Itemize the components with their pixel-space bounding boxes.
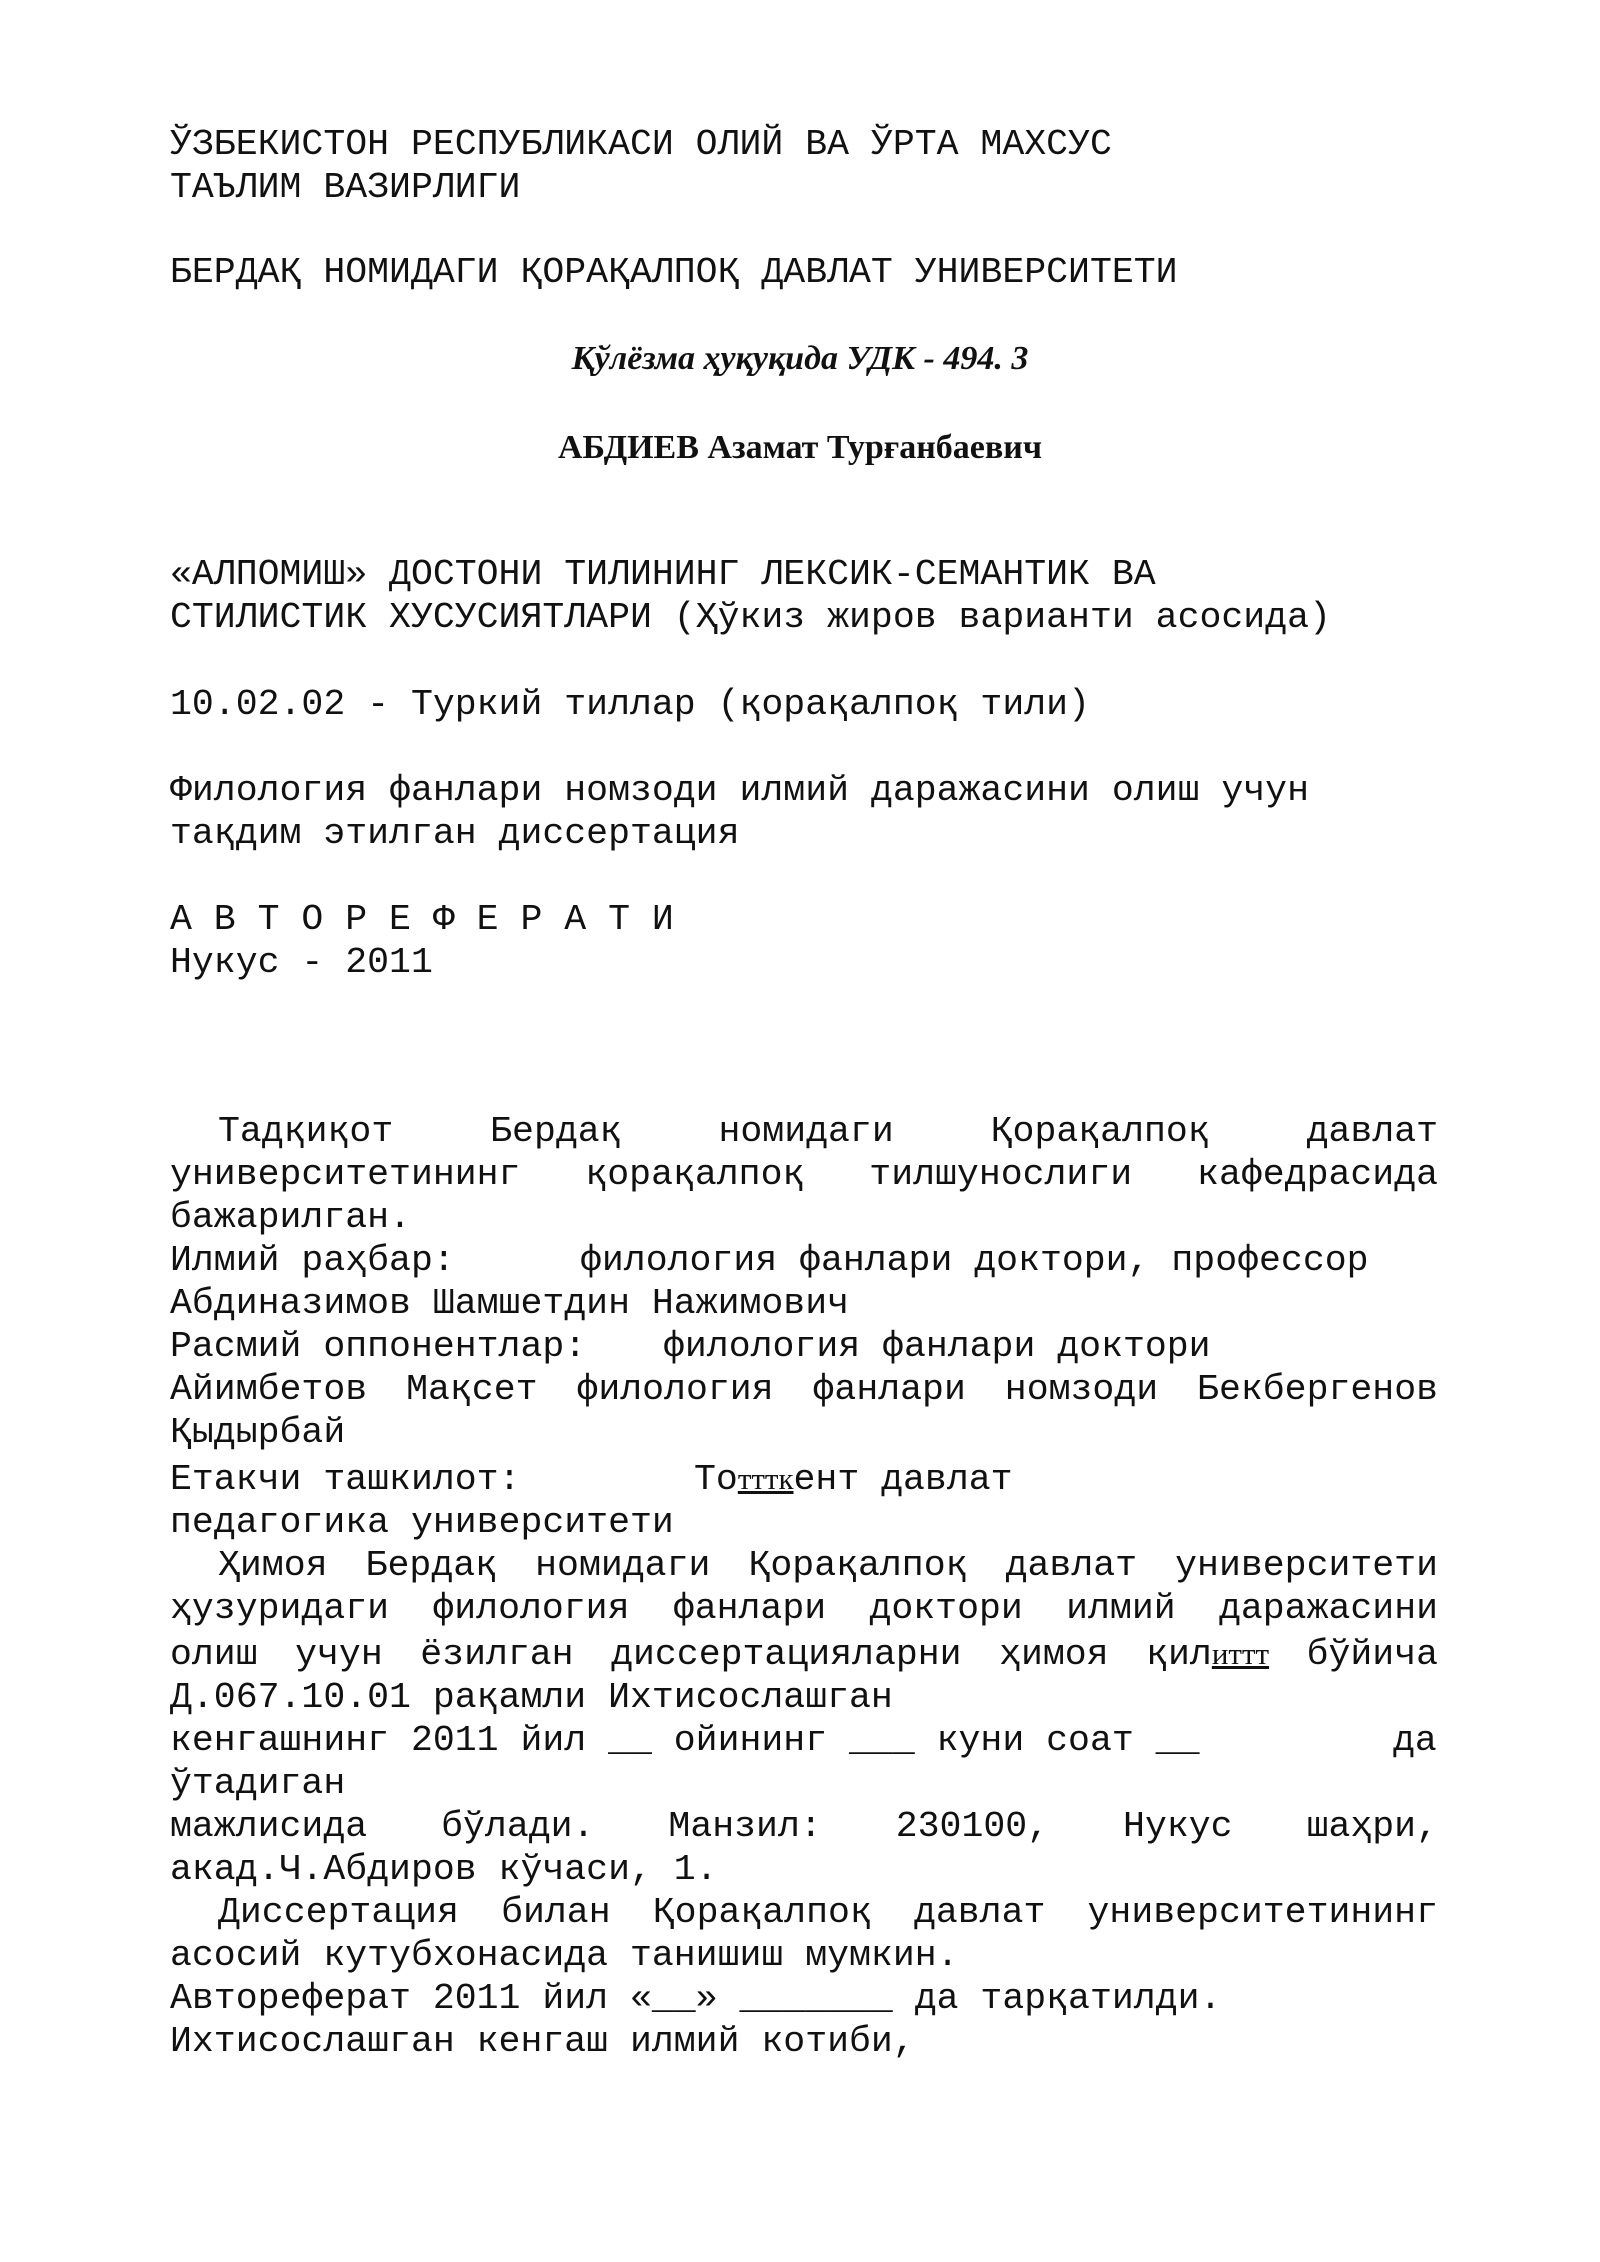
specialty-code: 10.02.02 - Туркий тиллар (қорақалпоқ тили) xyxy=(170,684,1090,725)
dissertation-title-line-2: СТИЛИСТИК ХУСУСИЯТЛАРИ (Ҳўкиз жиров варианти асосида) xyxy=(170,597,1331,638)
document-type: А В Т О Р Е Ф Е Р А Т И xyxy=(170,899,674,940)
university-name: БЕРДАҚ НОМИДАГИ ҚОРАҚАЛПОҚ ДАВЛАТ УНИВЕРСИТЕТИ xyxy=(170,252,1178,293)
lead-org-line-2: педагогика университети xyxy=(170,1502,674,1543)
opponents-line-3: Қыдырбай xyxy=(170,1412,346,1453)
place-and-year: Нукус - 2011 xyxy=(170,942,433,983)
author-name: АБДИЕВ Азамат Турғанбаевич xyxy=(557,429,1043,466)
supervisor-title: филология фанлари доктори, профессор xyxy=(580,1240,1369,1281)
opponents-label: Расмий оппонентлар: xyxy=(170,1326,587,1367)
defense-line-8: акад.Ч.Абдиров кўчаси, 1. xyxy=(170,1849,718,1890)
dissertation-title-line-1: «АЛПОМИШ» ДОСТОНИ ТИЛИНИНГ ЛЕКСИК-СЕМАНТИК ВА xyxy=(170,554,1156,595)
lead-org-label: Етакчи ташкилот: xyxy=(170,1459,521,1500)
manuscript-note: Қўлёзма ҳуқуқида УДК - 494. 3 xyxy=(571,340,1029,377)
research-paragraph-line-1: Тадқиқот Бердақ номидаги Қорақалпоқ давлат xyxy=(218,1111,1439,1152)
research-paragraph-line-3: бажарилган. xyxy=(170,1197,411,1238)
defense-line-3: олиш учун ёзилган диссертацияларни ҳимоя қилиттт бўйича xyxy=(170,1634,1438,1675)
defense-line-4: Д.067.10.01 рақамли Ихтисослашган xyxy=(170,1677,893,1718)
research-paragraph-line-2: университетининг қорақалпоқ тилшунослиги кафедрасида xyxy=(170,1154,1438,1195)
lead-org-name: Тоттткент давлат xyxy=(694,1459,1013,1500)
defense-line-1: Ҳимоя Бердақ номидаги Қорақалпоқ давлат университети xyxy=(218,1545,1438,1586)
distribution-note: Автореферат 2011 йил «__» _______ да тарқатилди. xyxy=(170,1978,1222,2019)
defense-line-5-suffix: да xyxy=(1393,1720,1437,1761)
opponents-line-2: Айимбетов Мақсет филология фанлари номзоди Бекбергенов xyxy=(170,1369,1438,1410)
supervisor-name: Абдиназимов Шамшетдин Нажимович xyxy=(170,1283,850,1324)
defense-line-6: ўтадиган xyxy=(170,1763,346,1804)
defense-line-7: мажлисида бўлади. Манзил: 230100, Нукус шаҳри, xyxy=(170,1806,1438,1847)
ministry-line-1: ЎЗБЕКИСТОН РЕСПУБЛИКАСИ ОЛИЙ ВА ЎРТА МАХСУС xyxy=(170,124,1112,165)
degree-purpose-line-2: тақдим этилган диссертация xyxy=(170,813,740,854)
defense-line-2: ҳузуридаги филология фанлари доктори илмий даражасини xyxy=(170,1588,1438,1629)
library-line-2: асосий кутубхонасида танишиш мумкин. xyxy=(170,1935,959,1976)
defense-line-5: кенгашнинг 2011 йил __ ойининг ___ куни соат __ xyxy=(170,1720,1200,1761)
secretary-line: Ихтисослашган кенгаш илмий котиби, xyxy=(170,2021,915,2062)
degree-purpose-line-1: Филология фанлари номзоди илмий даражасини олиш учун xyxy=(170,770,1309,811)
supervisor-label: Илмий раҳбар: xyxy=(170,1240,455,1281)
ministry-line-2: ТАЪЛИМ ВАЗИРЛИГИ xyxy=(170,167,521,208)
library-line-1: Диссертация билан Қорақалпоқ давлат университетининг xyxy=(218,1892,1438,1933)
opponents-title: филология фанлари доктори xyxy=(663,1326,1211,1367)
